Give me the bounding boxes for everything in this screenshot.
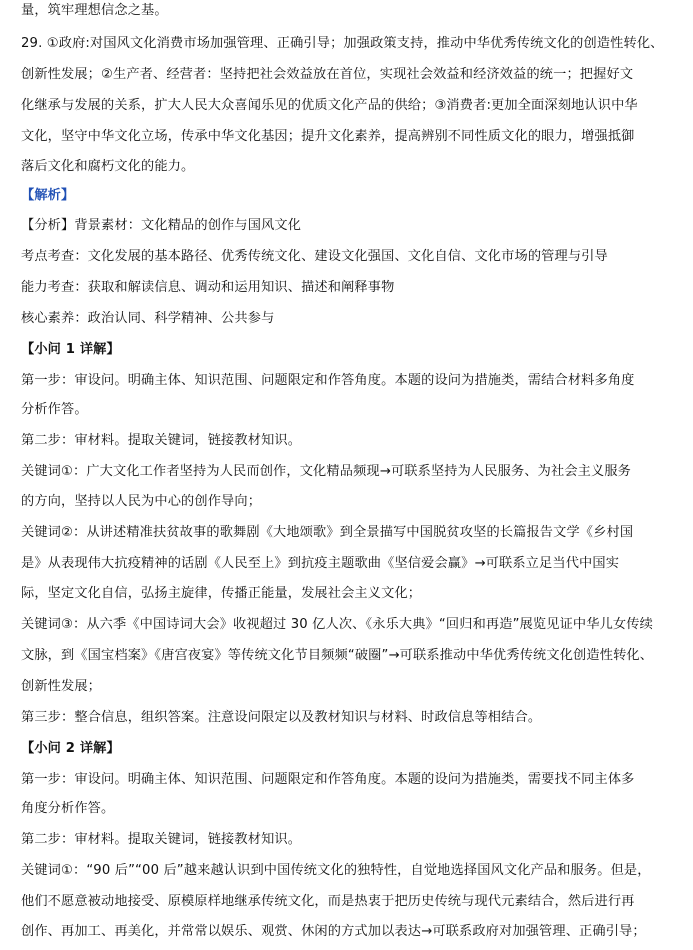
text-line: 际，坚定文化自信，弘扬主旋律，传播正能量，发展社会主义文化； (21, 586, 422, 601)
text-line: 的方向，坚持以人民为中心的创作导向； (21, 494, 262, 509)
analysis-heading: 【解析】 (21, 188, 75, 203)
analysis-background: 【分析】背景素材：文化精品的创作与国风文化 (21, 218, 302, 233)
core-literacy: 核心素养：政治认同、科学精神、公共参与 (21, 311, 275, 326)
text-line: 化继承与发展的关系，扩大人民大众喜闻乐见的优质文化产品的供给；③消费者:更加全面深刻地认识中华 (21, 98, 638, 113)
subquestion-1-heading: 【小问 1 详解】 (21, 342, 120, 357)
text-line: 创新性发展；②生产者、经营者：坚持把社会效益放在首位，实现社会效益和经济效益的统一；把握好文 (21, 67, 634, 82)
text-line: 第一步：审设问。明确主体、知识范围、问题限定和作答角度。本题的设问为措施类，需结合材料多角度 (21, 373, 635, 388)
keyword-3-line: 关键词③：从六季《中国诗词大会》收视超过 30 亿人次、《永乐大典》“回归和再造”展览见证中华儿女传续 (21, 617, 653, 632)
text-line: 是》从表现伟大抗疫精神的话剧《人民至上》到抗疫主题歌曲《坚信爱会赢》→可联系立足当代中国实 (21, 556, 620, 571)
keyword-1-line: 关键词①：广大文化工作者坚持为人民而创作，文化精品频现→可联系坚持为人民服务、为社会主义服务 (21, 464, 632, 479)
answer-29-line: 29. ①政府:对国风文化消费市场加强管理、正确引导；加强政策支持，推动中华优秀传统文化的创造性转化、 (21, 36, 664, 51)
subquestion-2-heading: 【小问 2 详解】 (21, 741, 120, 756)
text-line: 他们不愿意被动地接受、原模原样地继承传统文化，而是热衷于把历史传统与现代元素结合，然后进行再 (21, 894, 635, 909)
text-line: 量，筑牢理想信念之基。 (21, 3, 168, 18)
text-line: 分析作答。 (21, 402, 88, 417)
keyword-1-line-part-2: 关键词①：“90 后”“00 后”越来越认识到中国传统文化的独特性，自觉地选择国风文化产品和服务。但是， (21, 863, 651, 878)
text-line: 创作、再加工、再美化，并常常以娱乐、观赏、休闲的方式加以表达→可联系政府对加强管理、正确引导； (21, 924, 646, 939)
text-line: 文化，坚守中华文化立场，传承中华文化基因；提升文化素养，提高辨别不同性质文化的眼力，增强抵御 (21, 129, 635, 144)
text-line: 第二步：审材料。提取关键词，链接教材知识。 (21, 433, 302, 448)
exam-points: 考点考查：文化发展的基本路径、优秀传统文化、建设文化强国、文化自信、文化市场的管理与引导 (21, 249, 608, 264)
text-line: 文脉，到《国宝档案》《唐宫夜宴》等传统文化节目频频“破圈”→可联系推动中华优秀传统文化创造性转化、 (21, 648, 654, 663)
keyword-2-line: 关键词②：从讲述精准扶贫故事的歌舞剧《大地颂歌》到全景描写中国脱贫攻坚的长篇报告文学《乡村国 (21, 525, 634, 540)
ability-points: 能力考查：获取和解读信息、调动和运用知识、描述和阐释事物 (21, 280, 395, 295)
text-line: 第一步：审设问。明确主体、知识范围、问题限定和作答角度。本题的设问为措施类，需要找不同主体多 (21, 772, 635, 787)
text-line: 角度分析作答。 (21, 801, 115, 816)
text-line: 创新性发展； (21, 679, 102, 694)
text-line: 第三步：整合信息，组织答案。注意设问限定以及教材知识与材料、时政信息等相结合。 (21, 710, 542, 725)
text-line: 落后文化和腐朽文化的能力。 (21, 159, 195, 174)
text-line: 第二步：审材料。提取关键词，链接教材知识。 (21, 832, 302, 847)
